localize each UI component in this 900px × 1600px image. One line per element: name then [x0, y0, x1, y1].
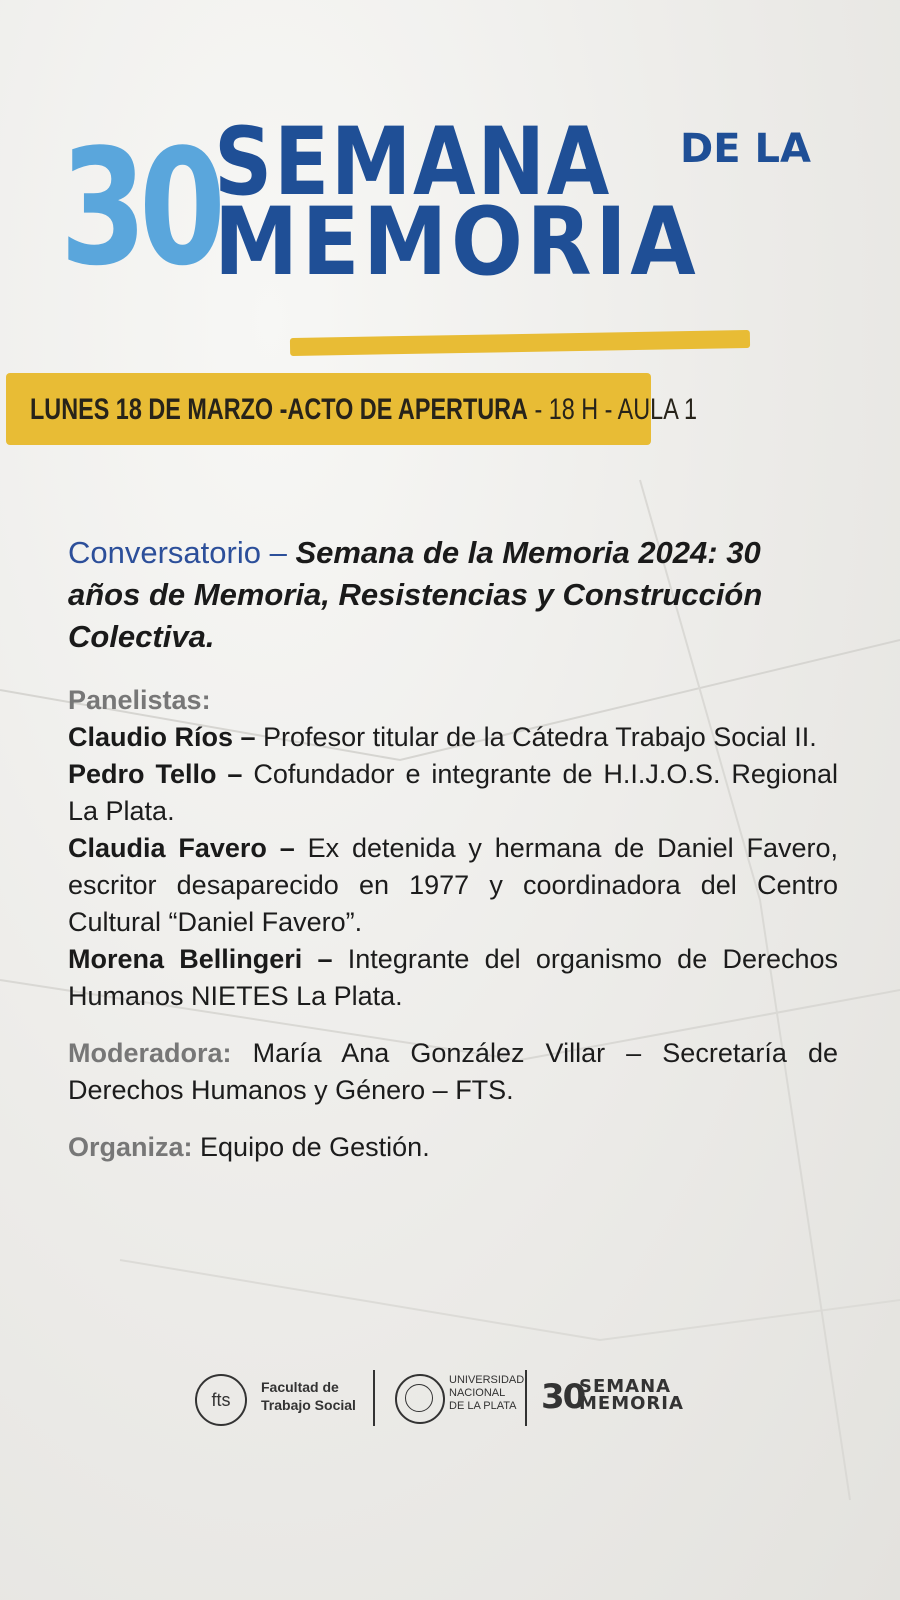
- event-name: Semana de la Memoria 2024: 30 años de Memoria, Resistencias y Construcción Colectiva.: [68, 535, 763, 654]
- panelist-item: Pedro Tello – Cofundador e integrante de H.I.J.O.S. Regional La Plata.: [68, 759, 838, 826]
- fts-logo-text: Facultad de Trabajo Social: [261, 1379, 356, 1413]
- organizer-line: Organiza: Equipo de Gestión.: [68, 1132, 430, 1162]
- unlp-logo-text: UNIVERSIDAD NACIONAL DE LA PLATA: [449, 1374, 525, 1412]
- panelist-item: Claudia Favero – Ex detenida y hermana de Daniel Favero, escritor desaparecido en 1977 y coordinadora del Centro Cultural “Daniel Favero”.: [68, 833, 838, 937]
- footer-divider: [525, 1370, 527, 1426]
- spacer: [68, 1015, 838, 1035]
- logo-number-30: 30: [60, 114, 219, 301]
- footer-divider: [373, 1370, 375, 1426]
- panelist-item: Claudio Ríos – Profesor titular de la Cátedra Trabajo Social II.: [68, 722, 817, 752]
- event-details: [68, 532, 838, 1166]
- event-date-title: LUNES 18 DE MARZO -ACTO DE APERTURA: [30, 393, 528, 426]
- moderator-line: Moderadora: María Ana González Villar – Secretaría de Derechos Humanos y Género – FTS.: [68, 1038, 838, 1105]
- spacer: [68, 1109, 838, 1129]
- panelists-label: Panelistas:: [68, 685, 211, 715]
- event-time-room: - 18 H - AULA 1: [527, 393, 698, 426]
- event-banner-text: [30, 390, 697, 430]
- logo-word-de-la: DE LA: [680, 126, 811, 172]
- event-type: Conversatorio –: [68, 535, 296, 570]
- event-title: [68, 532, 838, 658]
- unlp-seal-icon: [395, 1374, 445, 1424]
- footer-logos: fts Facultad de Trabajo Social UNIVERSIDAD NACIONAL DE LA PLATA 30 SEMANA MEMORIA: [195, 1370, 715, 1428]
- fts-logo-icon: fts: [195, 1374, 247, 1426]
- logo-word-memoria: MEMORIA: [214, 188, 700, 297]
- panelist-item: Morena Bellingeri – Integrante del organismo de Derechos Humanos NIETES La Plata.: [68, 944, 838, 1011]
- logo-word-semana: SEMANA: [214, 108, 611, 217]
